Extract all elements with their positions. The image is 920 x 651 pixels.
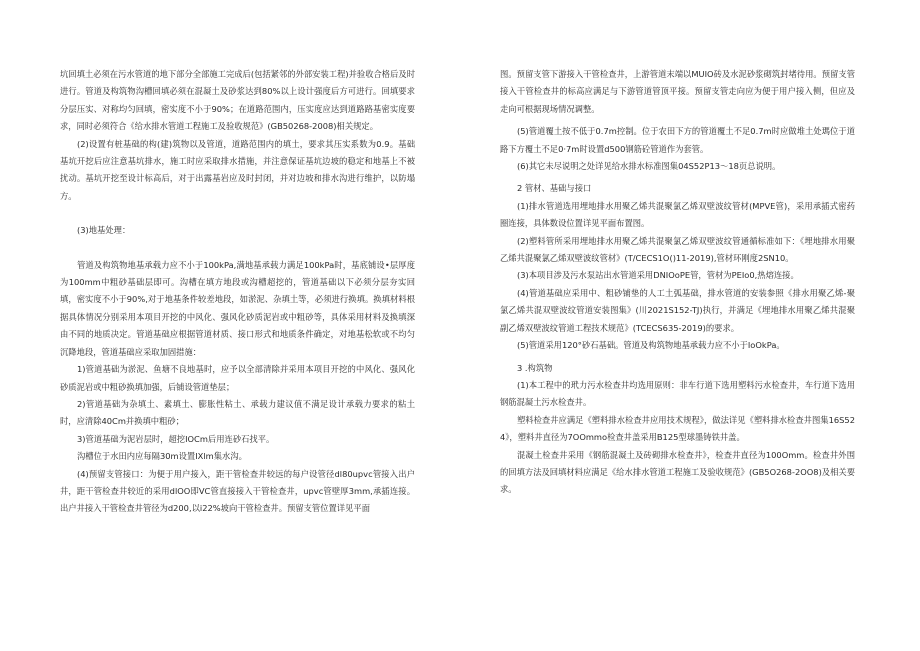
paragraph-pipe-material: (1)排水管道选用埋地排水用聚乙烯共混聚氯乙烯双壁波纹管材(MPVE管)，采用承插式密药圈连接，具体数设位置详见平面布置图。	[500, 200, 855, 229]
right-column	[500, 66, 855, 499]
list-item-3-mudstone: 3)管道基础为泥岩层时，超挖IOCm后用连砂石找平。	[77, 433, 275, 444]
paragraph-drainage-ditch: 沟槽位于水田内应每隔30m设置IXlm集水沟。	[77, 451, 247, 462]
paragraph-manhole-selection: (1)本工程中的玳力污水检查井均选用原则：非车行道下选用塑料污水检查井，车行道下选用钢筋混凝土污水检查井。	[500, 379, 855, 408]
paragraph-plastic-manhole: 塑料检查井应满足《塑料排水检查井应用技术规程》，做法详见《塑料排水检查井图集16S524》，塑料井直径为7OOmmo检查井盖采用B125型球墨铸铁井盖。	[500, 414, 855, 443]
list-item-1-silt: 1)管道基础为淤泥、鱼塘不良地基时，应予以全部清除并采用本项目开挖的中风化、强风化砂质泥岩或中粗砂换填加强，后铺设管道垫层；	[60, 364, 415, 392]
heading-foundation-treatment: (3)地基处理：	[77, 225, 131, 236]
paragraph-pipe-foundation: (4)管道基础应采用中、粗砂铺垫的人工土弧基础，排水管道的安装参照《排水用聚乙烯-聚氯乙烯共混双壁波纹管道安装图集》(川2021S152-TJ)执行，并满足《埋地排水用聚乙烯共混聚副乙烯双壁波纹管道工程技术规范》(TCECS635-2019)的要求。	[500, 287, 855, 333]
paragraph-backfill-intro: 坑回填土必须在污水管道的地下部分全部施工完成后(包括紧邻的外部安装工程)并验收合格后及时进行。管道及构筑物沟槽回填必须在混凝土及砂浆达到80%以上设计强度后方可进行。回填要求分层压实、对称均匀回填，密实度不小于90%；在道路范围内，压实度应达到道路路基密实度要求，同时必须符合《给水排水管道工程施工及验收规范》(GB50268-2008)相关规定。	[60, 69, 415, 132]
paragraph-gravel-base: (5)管道采用120°砂石基础。管道及构筑物地基承载力应不小于IoOkPa。	[517, 340, 785, 351]
paragraph-branch-pipe-interface: (4)预留支管接口：为便于用户接入，距干管检查井较远的每户设管径dl80upvc管接入出户井，距干管检查井较近的采用dlOO即VC管直接接入干管检查井，upvc管壁厚3mm,承插连接。出户井接入干管检查井管径为d200,以i22%坡向干管检查井。预留支管位置详见平面	[60, 468, 415, 514]
section-heading-structures: 3 .构筑物	[517, 362, 553, 373]
paragraph-pipe-cover: (5)管道覆土按不低于0.7m控制。位于农田下方的管道覆土不足0.7m时应做堆土处瑪位于道路下方覆土不足0·7m时设置d500钢筋砼管道作为套管。	[500, 126, 855, 154]
list-item-2-fill: 2)管道基础为杂填土、素填土、膨胀性粘土、承载力建议值不满足设计承载力要求的粘土时，应清除40Cm并换填中粗砂；	[60, 398, 415, 427]
left-column	[60, 66, 415, 518]
paragraph-other-notes: (6)其它未尽说明之处详见给水排水标准图集04S52P13～18页总说明。	[517, 161, 781, 172]
paragraph-bearing-capacity: 管道及构筑物地基承载力应不小于100kPa,满地基承载力满足100kPa时，基底铺设•层厚度为100mm中粗砂基础层即可。沟槽在填方地段或沟槽超挖的，管道基础以下必须分层夯实回填，密实度不小于90%,对于地基条件较差地段，如淤泥、杂填土等，必须进行换填。换填材料根据具体情况分别采用本项目开挖的中风化、强风化砂质泥岩或中粗砂等，具体采用材料及换填深由不同的地质决定。管道基础应根据管道材质、接口形式和地质条件确定，对地基松软或不均匀沉降地段，管道基础应采取加固措施：	[60, 259, 415, 357]
paragraph-branch-pipe-continued: 图。预留支管下游接入干管检查井，上游管道末端以MUIO砖及水泥砂浆砌筑封堵待用。预留支管接入干管检查井的标高应满足与下游管道管顶平接。预留支管走向应为便于用户接入侧，但应及走向可根据现场情况调整。	[500, 69, 855, 114]
paragraph-concrete-manhole: 混凝土检查井采用《钢筋混凝土及砖砌排水检查井》，检查井直径为100Omm。检查井外围的回填方法及回填材料应满足《给水排水管道工程施工及验收规范》(GB5O268-2OO8)及相关要求。	[500, 449, 855, 495]
paragraph-pump-station-pipe: (3)本项目涉及污水泵站出水管道采用DNIOoPE管，管材为PEIo0,热熔连接。	[517, 270, 799, 281]
paragraph-compaction-coefficient: (2)设置有桩基础的构(建)筑物以及管道，道路范围内的填土，要求其压实系数为0.9。基础基坑开挖后应注意基坑排水，施工时应采取排水措施，并注意保证基坑边坡的稳定和地基上不被扰动。基坑开挖至设计标高后，对于出露基岩应及时封闭，并对边坡和排水沟进行维护，以防塌方。	[60, 138, 415, 201]
section-heading-materials: 2 管材、基础与接口	[517, 183, 592, 194]
paragraph-pipe-standard: (2)塑料管所采用埋地排水用聚乙烯共混聚氯乙烯双壁波纹管通循标准如下：《埋地排水用聚乙烯共混聚氯乙烯双壁波纹管材》(T/CECS1O()11-2019),管材环刚度2SN10。	[500, 235, 855, 264]
